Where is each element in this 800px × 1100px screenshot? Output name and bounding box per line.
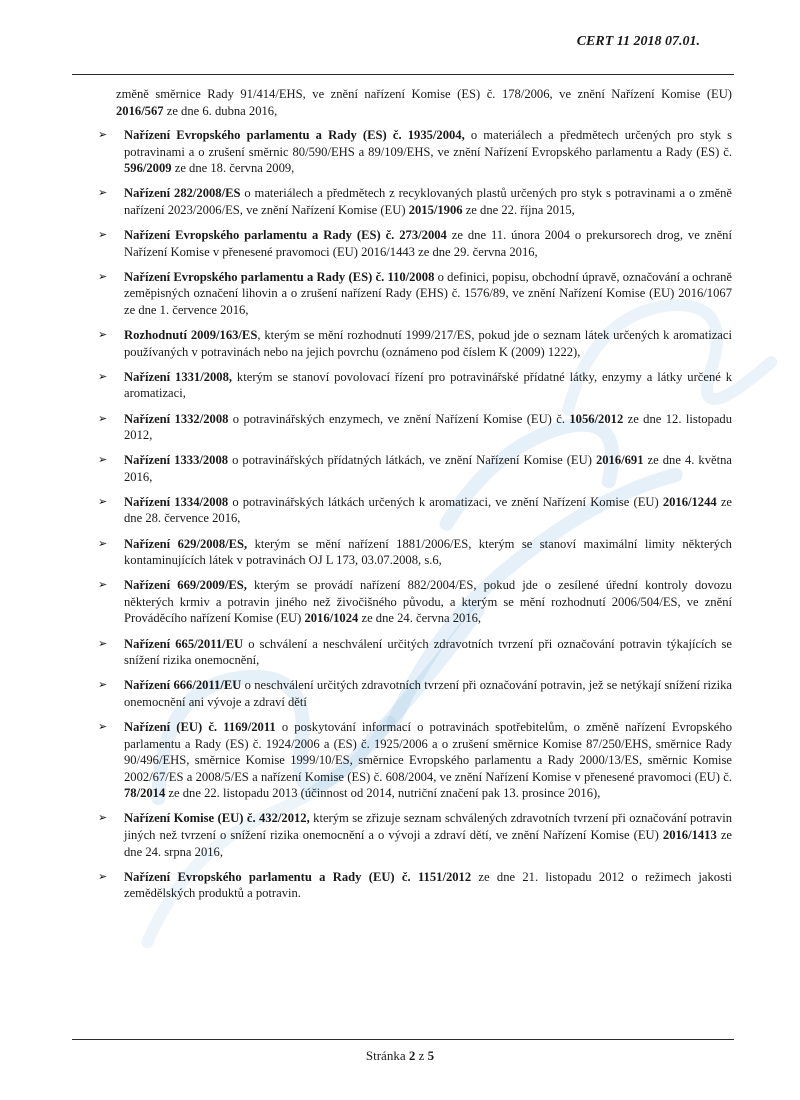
item-text: Rozhodnutí 2009/163/ES, kterým se mění rozhodnutí 1999/217/ES, pokud jde o seznam látek určených k aromatizaci používaných v potravinách nebo na jejich povrchu (oznámeno pod číslem K (2009) 1222), bbox=[124, 328, 732, 359]
item-text: Nařízení 666/2011/EU o neschválení určitých zdravotních tvrzení při označování potravin, jež se netýkají snížení rizika onemocnění ani vývoje a zdraví dětí bbox=[124, 678, 732, 709]
bullet-arrow-icon: ➢ bbox=[98, 186, 108, 200]
item-text: Nařízení (EU) č. 1169/2011 o poskytování informací o potravinách spotřebitelům, o změně nařízení Evropského parlamentu a Rady (ES) č. 1924/2006 a (ES) č. 1925/2006 a o zrušení směrnice Komise 87/250/EHS, směrnice Rady 90/496/EHS, směrnice Komise 1999/10/ES, směrnice Evropského parlamentu a Rady 2000/13/ES, směrnic Komise 2002/67/ES a 2008/5/ES a nařízení Komise (ES) č. 608/2004, ve znění Nařízení Komise v přenesené pravomoci (EU) č. 78/2014 ze dne 22. listopadu 2013 (účinnost od 2014, nutriční značení pak 13. prosince 2016), bbox=[124, 719, 732, 801]
bullet-arrow-icon: ➢ bbox=[98, 678, 108, 692]
bullet-arrow-icon: ➢ bbox=[98, 719, 108, 733]
document-body bbox=[72, 84, 732, 910]
bullet-arrow-icon: ➢ bbox=[98, 328, 108, 342]
item-text: Nařízení Evropského parlamentu a Rady (EU) č. 1151/2012 ze dne 21. listopadu 2012 o režimech jakosti zemědělských produktů a potravin. bbox=[124, 869, 732, 901]
bullet-arrow-icon: ➢ bbox=[98, 411, 108, 425]
list-item bbox=[72, 810, 732, 860]
footer-total-pages: 5 bbox=[427, 1048, 435, 1063]
bullet-arrow-icon: ➢ bbox=[98, 578, 108, 592]
intro-paragraph bbox=[116, 86, 732, 119]
list-item bbox=[72, 452, 732, 485]
list-item bbox=[72, 269, 732, 319]
list-item bbox=[72, 411, 732, 444]
page-footer bbox=[0, 1048, 800, 1064]
intro-text: změně směrnice Rady 91/414/EHS, ve znění nařízení Komise (ES) č. 178/2006, ve znění Nařízení Komise (EU) 2016/567 ze dne 6. dubna 2016, bbox=[116, 87, 732, 118]
list-item bbox=[72, 536, 732, 569]
list-item bbox=[72, 636, 732, 669]
item-text: Nařízení 282/2008/ES o materiálech a předmětech z recyklovaných plastů určených pro styk s potravinami a o změně nařízení 2023/2006/ES, ve znění Nařízení Komise (EU) 2015/1906 ze dne 22. října 2015, bbox=[124, 186, 732, 218]
bullet-arrow-icon: ➢ bbox=[98, 128, 108, 142]
item-text: Nařízení Evropského parlamentu a Rady (ES) č. 110/2008 o definici, popisu, obchodní úpravě, označování a ochraně zeměpisných označení lihovin a o zrušení nařízení Rady (EHS) č. 1576/89, ve znění Nařízení Komise (EU) 2016/1067 ze dne 1. července 2016, bbox=[124, 269, 733, 318]
footer-page-number: 2 bbox=[408, 1048, 416, 1063]
bullet-arrow-icon: ➢ bbox=[98, 536, 108, 550]
bullet-arrow-icon: ➢ bbox=[98, 228, 108, 242]
item-text: Nařízení Komise (EU) č. 432/2012, kterým se zřizuje seznam schválených zdravotních tvrzení při označování potravin jiných než tvrzení o snížení rizika onemocnění a o vývoji a zdraví dětí, ve znění Nařízení Komise (EU) 2016/1413 ze dne 24. srpna 2016, bbox=[124, 811, 733, 859]
doc-reference: CERT 11 2018 07.01. bbox=[576, 34, 700, 49]
footer-label: Stránka bbox=[365, 1048, 406, 1063]
list-item bbox=[72, 677, 732, 710]
list-item bbox=[72, 227, 732, 260]
bullet-arrow-icon: ➢ bbox=[98, 636, 108, 650]
item-text: Nařízení 669/2009/ES, kterým se provádí nařízení 882/2004/ES, pokud jde o zesílené úřední kontroly dovozu některých krmiv a potravin jiného než živočišného původu, a kterým se mění rozhodnutí 2006/504/ES, ve znění Prováděcího nařízení Komise (EU) 2016/1024 ze dne 24. června 2016, bbox=[124, 578, 732, 626]
item-text: Nařízení Evropského parlamentu a Rady (ES) č. 1935/2004, o materiálech a předmětech určených pro styk s potravinami a o zrušení směrnic 80/590/EHS a 89/109/EHS, ve znění Nařízení Evropského parlamentu a Rady (ES) č. 596/2009 ze dne 18. června 2009, bbox=[124, 128, 732, 176]
bullet-arrow-icon: ➢ bbox=[98, 811, 108, 825]
item-text: Nařízení 1332/2008 o potravinářských enzymech, ve znění Nařízení Komise (EU) č. 1056/2012 ze dne 12. listopadu 2012, bbox=[124, 411, 733, 443]
bullet-arrow-icon: ➢ bbox=[98, 494, 108, 508]
item-text: Nařízení 1333/2008 o potravinářských přídatných látkách, ve znění Nařízení Komise (EU) 2016/691 ze dne 4. května 2016, bbox=[124, 453, 732, 484]
item-text: Nařízení Evropského parlamentu a Rady (ES) č. 273/2004 ze dne 11. února 2004 o prekursorech drog, ve znění Nařízení Komise v přenesené pravomoci (EU) 2016/1443 ze dne 29. června 2016, bbox=[124, 228, 732, 259]
bullet-arrow-icon: ➢ bbox=[98, 269, 108, 283]
bullet-arrow-icon: ➢ bbox=[98, 453, 108, 467]
regulation-list bbox=[72, 127, 732, 902]
list-item bbox=[72, 185, 732, 218]
item-text: Nařízení 1331/2008, kterým se stanoví povolovací řízení pro potravinářské přídatné látky, enzymy a látky určené k aromatizaci, bbox=[124, 369, 732, 401]
list-item bbox=[72, 127, 732, 177]
list-item bbox=[72, 577, 732, 627]
item-text: Nařízení 1334/2008 o potravinářských látkách určených k aromatizaci, ve znění Nařízení Komise (EU) 2016/1244 ze dne 28. července 2016, bbox=[124, 494, 733, 526]
bullet-arrow-icon: ➢ bbox=[98, 869, 108, 883]
item-text: Nařízení 629/2008/ES, kterým se mění nařízení 1881/2006/ES, kterým se stanoví maximální limity některých kontaminujících látek v potravinách OJ L 173, 03.07.2008, s.6, bbox=[124, 536, 732, 568]
page-header bbox=[577, 34, 700, 50]
bullet-arrow-icon: ➢ bbox=[98, 369, 108, 383]
footer-of: z bbox=[418, 1048, 425, 1063]
footer-divider bbox=[72, 1039, 734, 1040]
list-item bbox=[72, 369, 732, 402]
list-item bbox=[72, 327, 732, 360]
list-item bbox=[72, 869, 732, 902]
list-item bbox=[72, 719, 732, 802]
header-divider bbox=[72, 74, 734, 75]
list-item bbox=[72, 494, 732, 527]
item-text: Nařízení 665/2011/EU o schválení a neschválení určitých zdravotních tvrzení při označování potravin týkajících se snížení rizika onemocnění, bbox=[124, 636, 733, 668]
